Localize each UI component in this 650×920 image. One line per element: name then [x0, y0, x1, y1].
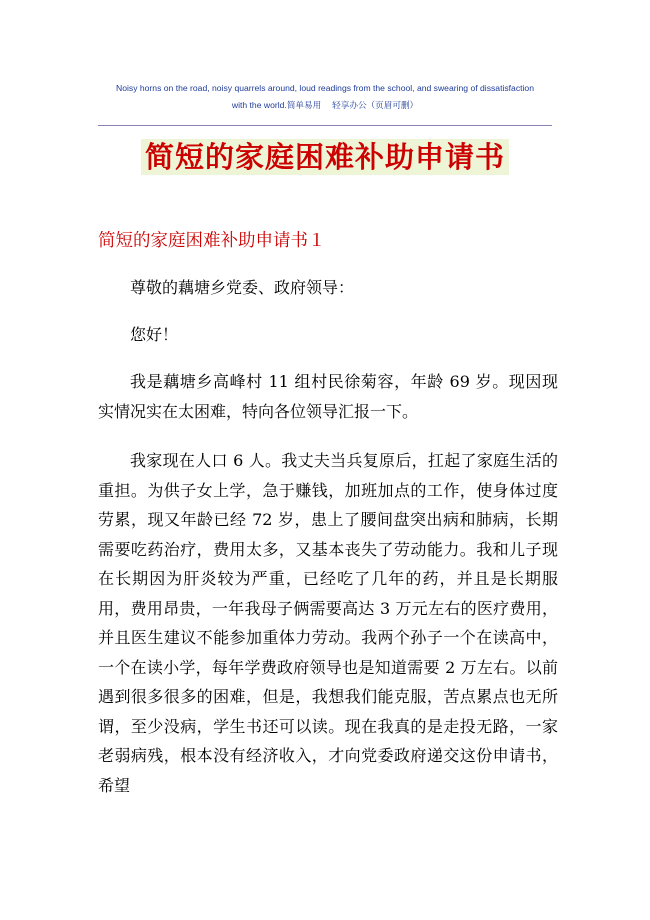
document-title-wrapper [0, 139, 650, 175]
intro-paragraph: 我是藕塘乡高峰村 11 组村民徐菊容，年龄 69 岁。现因现实情况实在太困难，特向各位领导汇报一下。 [98, 372, 558, 421]
salutation-paragraph: 尊敬的藕塘乡党委、政府领导： [130, 278, 355, 297]
document-title: 简短的家庭困难补助申请书 [141, 139, 509, 175]
header-chinese-tail: 简单易用 轻享办公（页眉可删） [286, 100, 419, 110]
header-divider [98, 125, 552, 126]
header-english-line-2: with the world. [231, 100, 287, 110]
header-line-2 [98, 97, 552, 114]
section-title: 简短的家庭困难补助申请书１ [98, 231, 326, 251]
page-header [98, 80, 552, 114]
greeting-paragraph: 您好！ [130, 325, 179, 344]
header-english-line-1: Noisy horns on the road, noisy quarrels around, loud readings from the school, and swearing of dissatisfaction [116, 83, 534, 93]
family-situation-paragraph: 我家现在人口 6 人。我丈夫当兵复原后，扛起了家庭生活的重担。为供子女上学，急于赚钱，加班加点的工作，使身体过度劳累，现又年龄已经 72 岁，患上了腰间盘突出病和肺病，长期需要吃药治疗，费用太多，又基本丧失了劳动能力。我和儿子现在长期因为肝炎较为严重，已经吃了几年的药，并且是长期服用，费用昂贵，一年我母子俩需要高达 3 万元左右的医疗费用，并且医生建议不能参加重体力劳动。我两个孙子一个在读高中，一个在读小学，每年学费政府领导也是知道需要 2 万左右。以前遇到很多很多的困难，但是，我想我们能克服，苦点累点也无所谓，至少没病，学生书还可以读。现在我真的是走投无路，一家老弱病残，根本没有经济收入，才向党委政府递交这份申请书，希望 [98, 451, 558, 795]
